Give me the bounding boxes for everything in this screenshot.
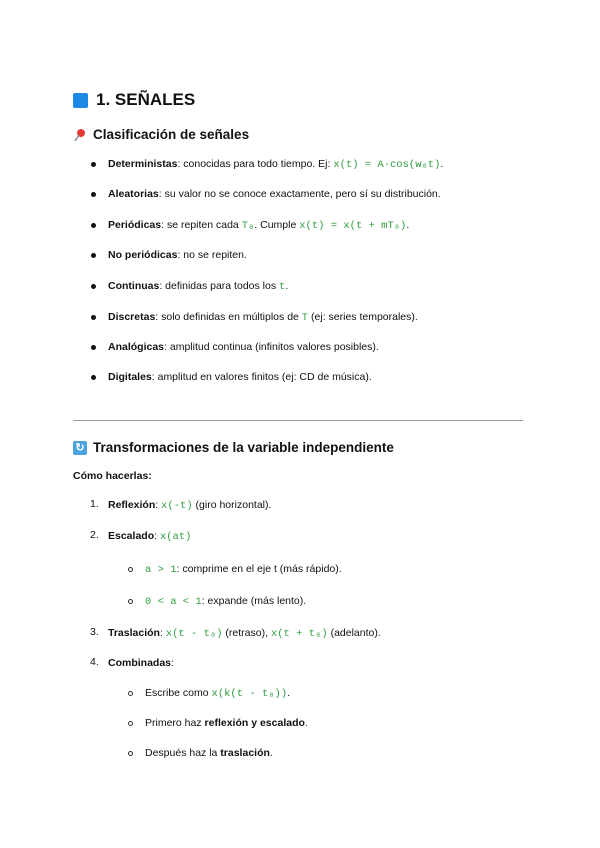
- sub-bullet: [128, 567, 133, 572]
- list-item: Analógicas: amplitud continua (infinitos valores posibles).: [108, 341, 379, 353]
- step-number: 2.: [90, 529, 99, 541]
- blue-square-icon: [73, 93, 88, 108]
- list-item: Discretas: solo definidas en múltiplos de T (ej: series temporales).: [108, 311, 418, 324]
- list-item: Aleatorias: su valor no se conoce exactamente, pero sí su distribución.: [108, 188, 441, 200]
- sub-list-item: Escribe como x(k(t - t₀)).: [145, 687, 291, 700]
- subheading: Cómo hacerlas:: [73, 470, 152, 482]
- sub-list-item: Después haz la traslación.: [145, 747, 273, 759]
- step-number: 1.: [90, 498, 99, 510]
- step-item: Combinadas:: [108, 657, 174, 669]
- bullet: [91, 375, 96, 380]
- list-item: No periódicas: no se repiten.: [108, 249, 247, 261]
- page-title: 1. SEÑALES: [73, 90, 195, 110]
- section-heading-transformaciones: ↻ Transformaciones de la variable independiente: [73, 440, 394, 455]
- sub-bullet: [128, 691, 133, 696]
- step-item: Reflexión: x(-t) (giro horizontal).: [108, 499, 272, 512]
- list-item: Continuas: definidas para todos los t.: [108, 280, 289, 293]
- step-number: 3.: [90, 626, 99, 638]
- section-heading-clasificacion: Clasificación de señales: [73, 127, 249, 142]
- step-number: 4.: [90, 656, 99, 668]
- list-item: Periódicas: se repiten cada T₀. Cumple x(t) = x(t + mT₀).: [108, 219, 410, 232]
- sub-bullet: [128, 751, 133, 756]
- bullet: [91, 192, 96, 197]
- list-item: Deterministas: conocidas para todo tiempo. Ej: x(t) = A·cos(w₀t).: [108, 158, 444, 171]
- sub-bullet: [128, 721, 133, 726]
- step-item: Escalado: x(at): [108, 530, 192, 543]
- bullet: [91, 253, 96, 258]
- sub-list-item: a > 1: comprime en el eje t (más rápido).: [145, 563, 342, 576]
- bullet: [91, 162, 96, 167]
- list-item: Digitales: amplitud en valores finitos (ej: CD de música).: [108, 371, 372, 383]
- bullet: [91, 284, 96, 289]
- sub-list-item: Primero haz reflexión y escalado.: [145, 717, 308, 729]
- sub-bullet: [128, 599, 133, 604]
- divider: [73, 420, 523, 421]
- pushpin-icon: [73, 128, 87, 142]
- repeat-arrows-icon: ↻: [73, 441, 87, 455]
- bullet: [91, 223, 96, 228]
- sub-list-item: 0 < a < 1: expande (más lento).: [145, 595, 307, 608]
- step-item: Traslación: x(t - t₀) (retraso), x(t + t₀) (adelanto).: [108, 627, 381, 640]
- bullet: [91, 315, 96, 320]
- bullet: [91, 345, 96, 350]
